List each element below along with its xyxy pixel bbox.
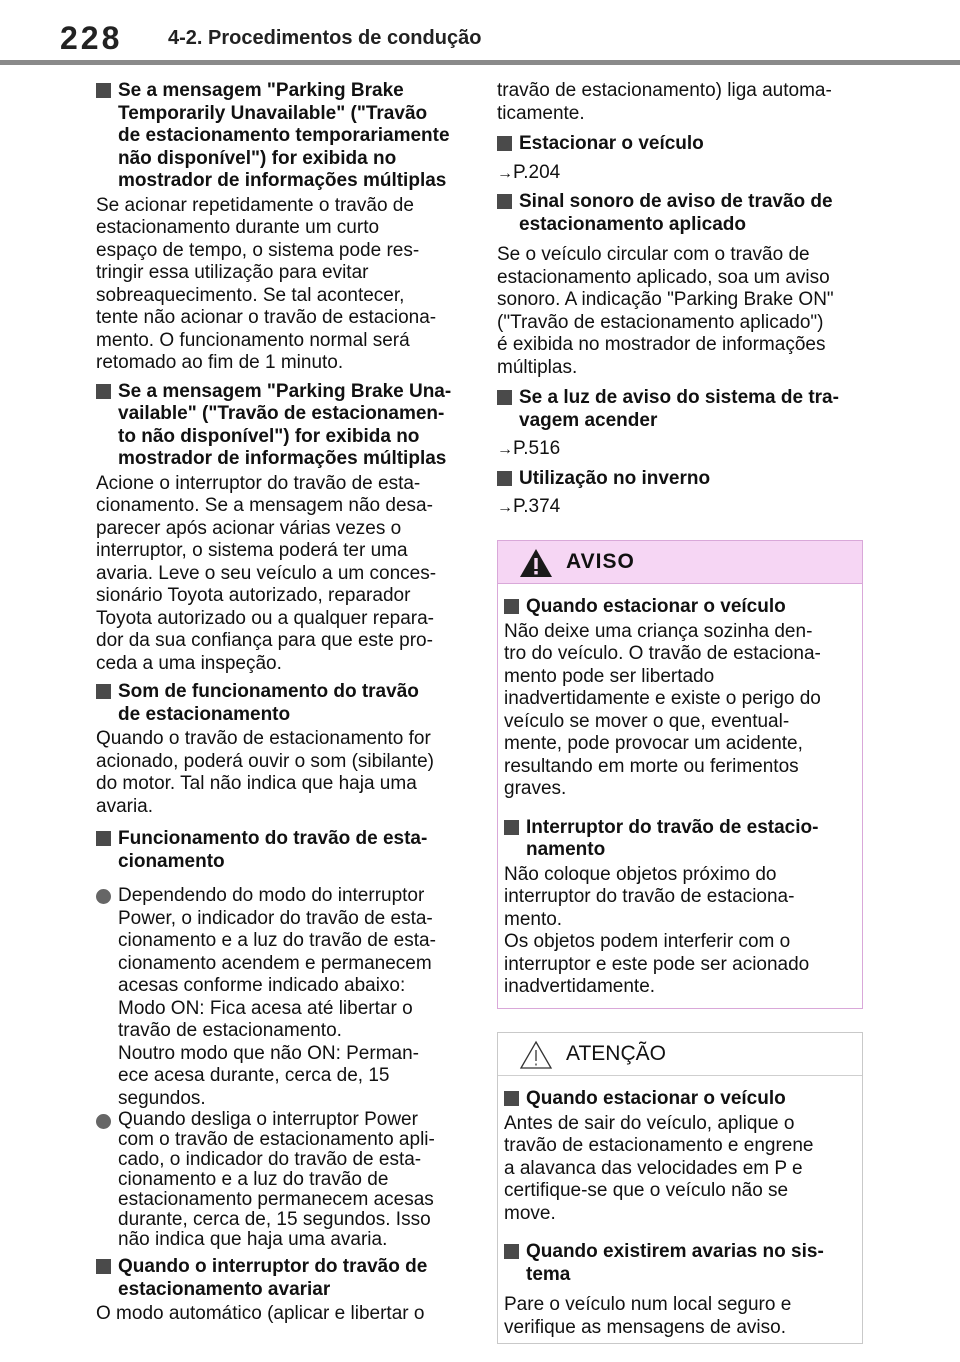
heading-line: mostrador de informações múltiplas [118, 170, 447, 191]
caution-box-header [498, 1033, 862, 1076]
arrow-right-icon: → [497, 164, 513, 182]
line: avaria. Leve o seu veículo a um conces- [96, 562, 437, 584]
heading-line: não disponível") for exibida no [118, 147, 397, 169]
heading-line: Som de funcionamento do travão [118, 681, 419, 702]
line: travão de estacionamento e engrene [504, 1135, 814, 1156]
heading-line: to não disponível") for exibida no [118, 425, 420, 447]
arrow-right-icon: → [497, 499, 513, 516]
line: inadvertidamente. [504, 976, 656, 997]
reference-text[interactable]: P.374 [513, 496, 561, 517]
line: cionamento e a luz do travão de [118, 1169, 389, 1190]
line: Se acionar repetidamente o travão de [96, 194, 414, 216]
line: cado, o indicador do travão de esta- [118, 1149, 422, 1170]
line: avaria. [96, 795, 154, 817]
caution-box-body [498, 1076, 862, 1339]
warning-box-title: AVISO [566, 550, 635, 573]
square-bullet-icon [497, 390, 512, 405]
line: Modo ON: Fica acesa até libertar o [118, 997, 413, 1019]
section-heading [497, 191, 867, 236]
paragraph [96, 195, 466, 375]
square-bullet-icon [497, 471, 512, 486]
line: ece acesa durante, cerca de, 15 [118, 1065, 390, 1086]
heading-line: Quando estacionar o veículo [526, 596, 786, 617]
line: tro do veículo. O travão de estaciona- [504, 643, 821, 664]
caution-box [497, 1032, 863, 1344]
paragraph [504, 864, 856, 999]
page-reference[interactable] [497, 496, 867, 520]
left-column [96, 80, 466, 1326]
line: a alavanca das velocidades em P e [504, 1157, 803, 1179]
heading-line: Quando o interruptor do travão de [118, 1256, 428, 1277]
warning-box [497, 540, 863, 1009]
line: não indica que haja uma avaria. [118, 1229, 388, 1250]
section-heading [504, 1088, 856, 1111]
square-bullet-icon [96, 1259, 111, 1274]
line: Se o veículo circular com o travão de [497, 244, 810, 265]
line: mento. [504, 908, 563, 930]
paragraph [497, 244, 867, 379]
line: O modo automático (aplicar e libertar o [96, 1303, 425, 1324]
page-header [0, 0, 960, 68]
line: veículo se mover o que, eventual- [504, 710, 790, 732]
round-bullet-icon [96, 1114, 111, 1129]
caution-triangle-icon [518, 1039, 554, 1071]
right-column [497, 80, 867, 526]
square-bullet-icon [96, 83, 111, 98]
line: cionamento acendem e permanecem [118, 952, 432, 974]
heading-line: Se a mensagem "Parking Brake Una- [118, 380, 452, 402]
line: Não coloque objetos próximo do [504, 863, 777, 885]
reference-text[interactable]: P.204 [513, 161, 561, 183]
heading-line: de estacionamento temporariamente [118, 125, 450, 146]
line: Dependendo do modo do interruptor [118, 885, 425, 906]
line: acionado, poderá ouvir o som (sibilante) [96, 750, 434, 772]
line: ceda a uma inspeção. [96, 652, 282, 674]
line: durante, cerca de, 15 segundos. Isso [118, 1209, 431, 1230]
line: estacionamento aplicado, soa um aviso [497, 266, 830, 288]
line: parecer após acionar várias vezes o [96, 517, 402, 539]
section-heading [497, 468, 867, 491]
paragraph [504, 1294, 856, 1339]
line: move. [504, 1202, 556, 1224]
heading-line: estacionamento aplicado [519, 213, 747, 235]
line: interruptor, o sistema poderá ter uma [96, 540, 408, 561]
section-heading [504, 1241, 856, 1286]
paragraph [96, 473, 466, 676]
heading-line: Sinal sonoro de aviso de travão de [519, 191, 833, 212]
line: do motor. Tal não indica que haja uma [96, 773, 417, 794]
line: tente não acionar o travão de estaciona- [96, 307, 437, 328]
heading-line: vagem acender [519, 409, 658, 431]
warning-box-header [498, 541, 862, 584]
heading-line: namento [526, 839, 606, 860]
line: é exibida no mostrador de informações [497, 334, 826, 355]
line: acesas conforme indicado abaixo: [118, 975, 406, 996]
warning-box-body [498, 584, 862, 999]
page-reference[interactable] [497, 438, 867, 462]
line: resultando em morte ou ferimentos [504, 755, 799, 777]
heading-line: estacionamento avariar [118, 1278, 331, 1300]
line: Os objetos podem interferir com o [504, 931, 791, 952]
heading-line: vailable" ("Travão de estacionamen- [118, 403, 445, 424]
paragraph [497, 80, 867, 125]
line: Power, o indicador do travão de esta- [118, 907, 433, 929]
heading-line: Utilização no inverno [519, 467, 711, 489]
reference-text[interactable]: P.516 [513, 438, 561, 459]
line: graves. [504, 778, 567, 799]
square-bullet-icon [96, 684, 111, 699]
line: mento pode ser libertado [504, 665, 715, 687]
line: Antes de sair do veículo, aplique o [504, 1112, 795, 1134]
line: estacionamento permanecem acesas [118, 1189, 434, 1210]
square-bullet-icon [497, 194, 512, 209]
line: Pare o veículo num local seguro e [504, 1294, 792, 1315]
paragraph [96, 1303, 466, 1326]
line: com o travão de estacionamento apli- [118, 1129, 435, 1150]
line: certifique-se que o veículo não se [504, 1180, 789, 1201]
paragraph [504, 621, 856, 801]
section-heading [504, 817, 856, 862]
line: cionamento. Se a mensagem não desa- [96, 495, 433, 516]
line: sionário Toyota autorizado, reparador [96, 585, 411, 606]
line: mento. O funcionamento normal será [96, 329, 410, 351]
line: ticamente. [497, 102, 585, 124]
line: Quando o travão de estacionamento for [96, 728, 431, 749]
line: Não deixe uma criança sozinha den- [504, 620, 813, 642]
square-bullet-icon [96, 384, 111, 399]
heading-line: Interruptor do travão de estacio- [526, 816, 819, 838]
heading-line: Funcionamento do travão de esta- [118, 828, 428, 849]
heading-line: Se a luz de aviso do sistema de tra- [519, 387, 839, 408]
section-heading [497, 133, 867, 156]
paragraph [504, 1113, 856, 1226]
heading-line: Quando existirem avarias no sis- [526, 1241, 824, 1262]
line: interruptor do travão de estaciona- [504, 886, 795, 907]
section-heading [504, 596, 856, 619]
line: sonoro. A indicação "Parking Brake ON" [497, 289, 834, 310]
line: travão de estacionamento. [118, 1020, 342, 1041]
bullet-item [96, 885, 466, 1110]
section-heading [96, 681, 466, 726]
header-rule [0, 60, 960, 65]
line: cionamento e a luz do travão de esta- [118, 930, 436, 951]
page-number: 228 [60, 20, 123, 56]
line: verifique as mensagens de aviso. [504, 1316, 786, 1338]
heading-line: mostrador de informações múltiplas [118, 448, 447, 469]
section-heading [96, 1256, 466, 1301]
line: múltiplas. [497, 356, 578, 378]
heading-line: Se a mensagem "Parking Brake [118, 80, 404, 101]
page-reference[interactable] [497, 162, 867, 186]
line: inadvertidamente e existe o perigo do [504, 688, 821, 709]
line: ("Travão de estacionamento aplicado") [497, 311, 824, 333]
line: retomado ao fim de 1 minuto. [96, 352, 344, 373]
heading-line: Temporarily Unavailable" ("Travão [118, 102, 428, 124]
square-bullet-icon [504, 1244, 519, 1259]
line: travão de estacionamento) liga automa- [497, 80, 832, 101]
heading-line: tema [526, 1263, 571, 1285]
line: tringir essa utilização para evitar [96, 262, 369, 283]
heading-line: Quando estacionar o veículo [526, 1088, 786, 1109]
line: Noutro modo que não ON: Perman- [118, 1042, 419, 1064]
line: estacionamento durante um curto [96, 217, 380, 238]
chapter-title: 4-2. Procedimentos de condução [168, 27, 482, 49]
heading-line: de estacionamento [118, 703, 291, 725]
line: Acione o interruptor do travão de esta- [96, 472, 421, 494]
round-bullet-icon [96, 889, 111, 904]
section-heading [96, 381, 466, 471]
bullet-item [96, 1110, 466, 1250]
line: mente, pode provocar um acidente, [504, 733, 803, 754]
line: Quando desliga o interruptor Power [118, 1109, 418, 1130]
section-heading [497, 387, 867, 432]
line: interruptor e este pode ser acionado [504, 953, 810, 975]
arrow-right-icon: → [497, 441, 513, 458]
line: espaço de tempo, o sistema pode res- [96, 239, 420, 261]
heading-line: Estacionar o veículo [519, 133, 704, 154]
line: sobreaquecimento. Se tal acontecer, [96, 284, 405, 306]
line: dor da sua confiança para que este pro- [96, 630, 433, 651]
square-bullet-icon [504, 1091, 519, 1106]
square-bullet-icon [504, 820, 519, 835]
paragraph [96, 728, 466, 818]
square-bullet-icon [497, 136, 512, 151]
section-heading [96, 80, 466, 193]
line: segundos. [118, 1087, 206, 1109]
square-bullet-icon [96, 831, 111, 846]
warning-triangle-icon [518, 547, 554, 579]
square-bullet-icon [504, 599, 519, 614]
section-heading [96, 828, 466, 873]
heading-line: cionamento [118, 850, 225, 872]
line: Toyota autorizado ou a qualquer repara- [96, 607, 435, 629]
caution-box-title: ATENÇÃO [566, 1042, 666, 1065]
